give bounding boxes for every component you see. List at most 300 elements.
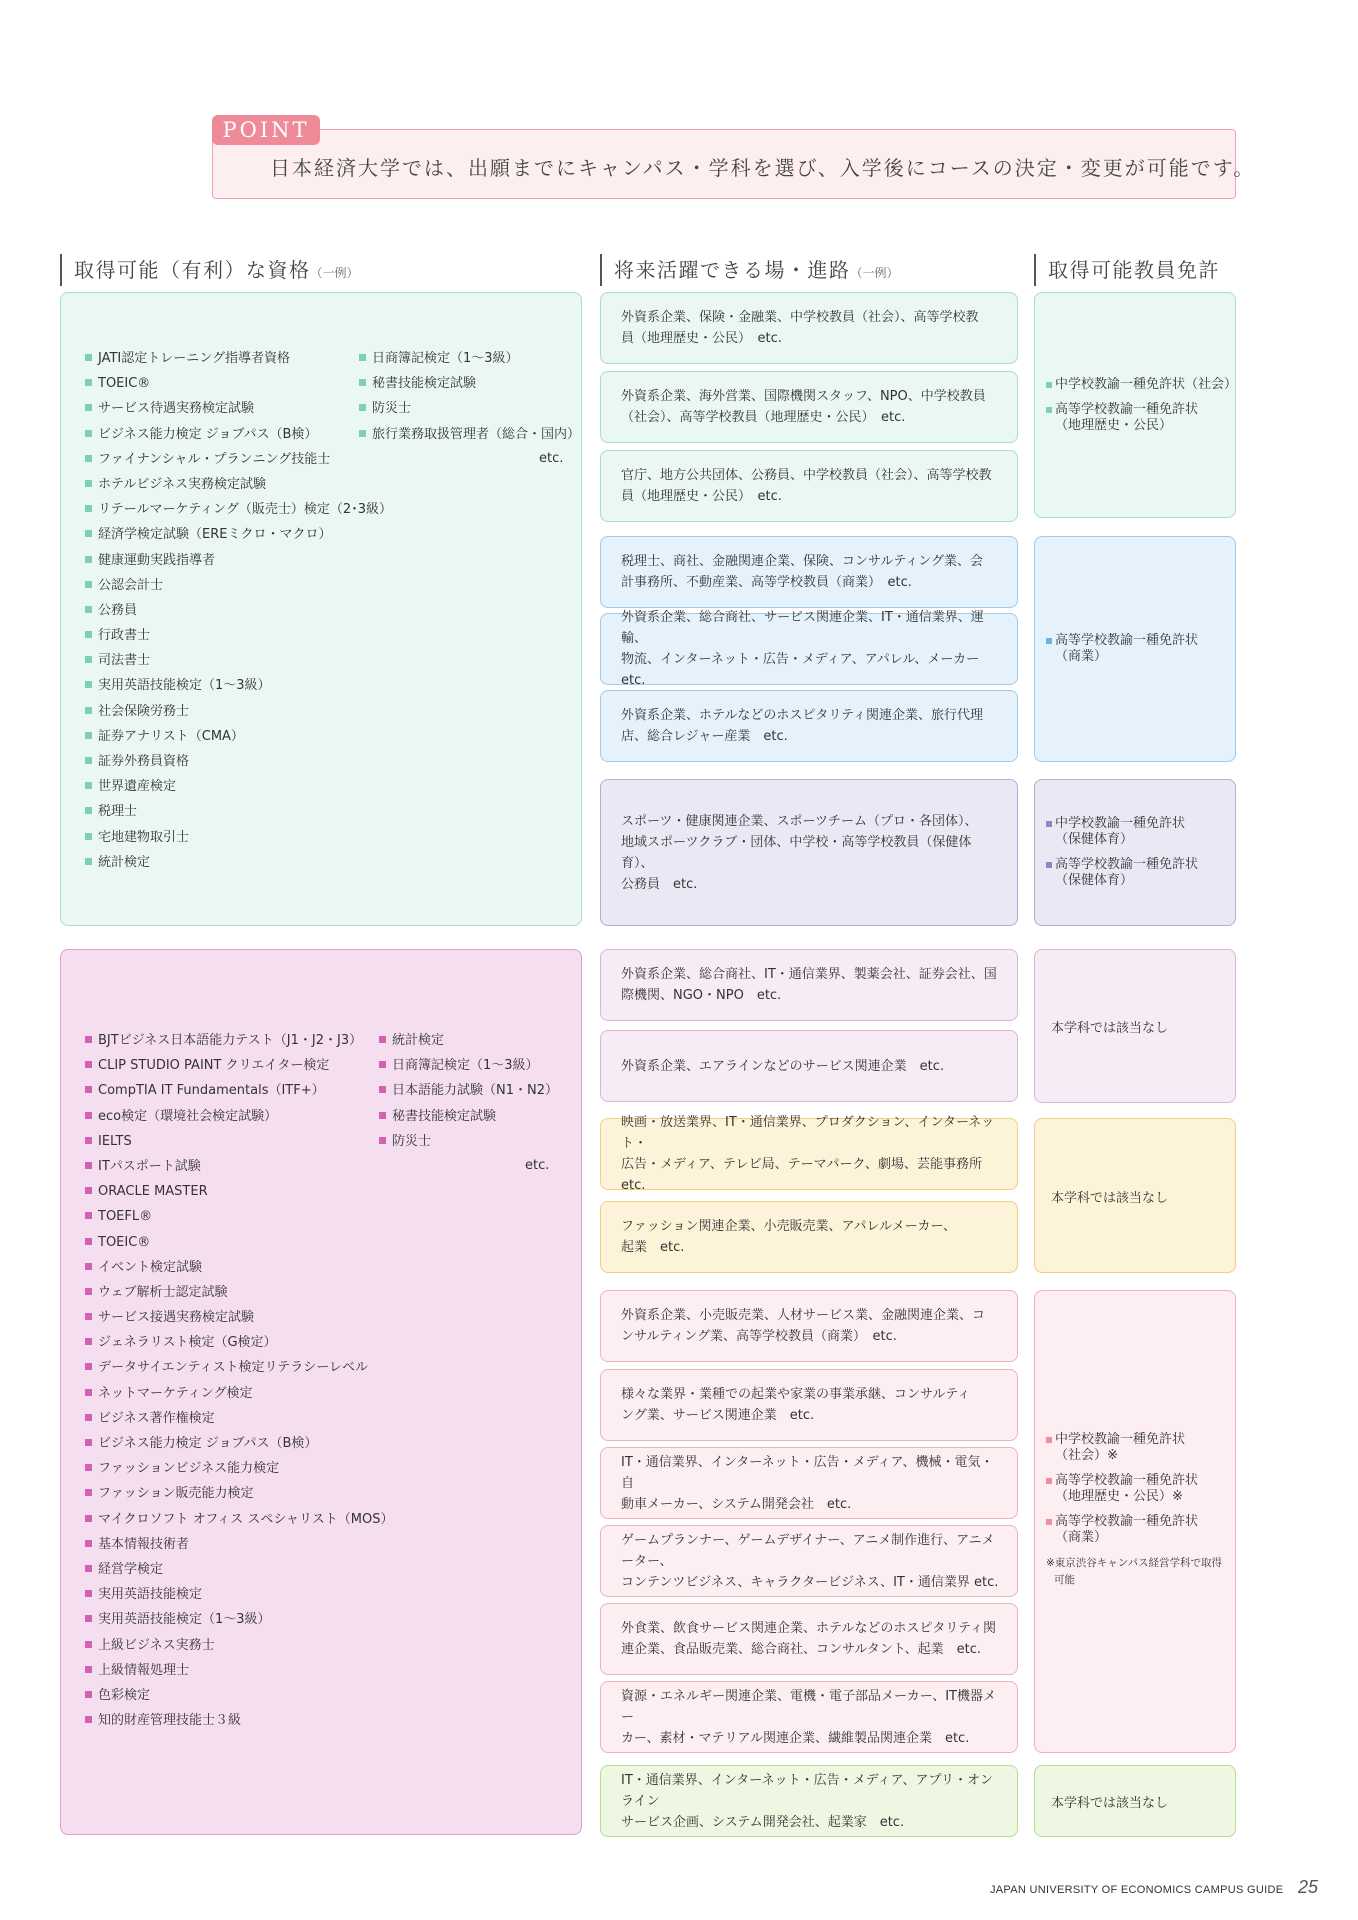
qualification-text: 公務員 [98, 602, 138, 618]
license-line: 高等学校教諭一種免許状 [1055, 1473, 1199, 1488]
pink-square-icon [379, 1061, 386, 1068]
qualification-item [85, 1230, 394, 1255]
mint-square-icon [85, 354, 92, 361]
qualification-item [359, 396, 580, 421]
license-item [1046, 1514, 1232, 1546]
pink-square-icon [85, 1363, 92, 1370]
qualification-item [85, 1532, 394, 1557]
qualification-item [85, 749, 392, 774]
heading-qualifications-sub: （一例） [310, 266, 359, 280]
career-text [621, 1112, 1001, 1196]
career-text [621, 465, 992, 507]
license-box [1034, 779, 1236, 926]
career-box [600, 690, 1018, 762]
pink-square-icon [85, 1313, 92, 1320]
license-text [1055, 816, 1185, 848]
pink-square-icon [85, 1238, 92, 1245]
qualifications-list-2b [379, 1028, 558, 1154]
mint-square-icon [85, 833, 92, 840]
qualification-text: 統計検定 [98, 854, 151, 870]
qualification-item [85, 1456, 394, 1481]
qualifications-list-2a [85, 1028, 394, 1733]
pink-square-icon [379, 1086, 386, 1093]
qualification-text: ファイナンシャル・プランニング技能士 [98, 451, 331, 467]
career-box [600, 949, 1018, 1021]
license-item [1046, 1432, 1232, 1464]
qualification-text: ビジネス能力検定 ジョブパス（B検） [98, 426, 318, 442]
license-line: 中学校教諭一種免許状（社会） [1055, 377, 1238, 392]
mint-square-icon [85, 379, 92, 386]
qualification-item [85, 1129, 394, 1154]
career-line: 資源・エネルギー関連企業、電機・電子部品メーカー、IT機器メー [621, 1688, 996, 1725]
qualification-text: ジェネラリスト検定（G検定） [98, 1335, 277, 1351]
rose-square-icon [1046, 1478, 1052, 1484]
mint-square-icon [85, 656, 92, 663]
footer-guide-text: JAPAN UNIVERSITY OF ECONOMICS CAMPUS GUIDE [990, 1884, 1284, 1896]
career-line: 外資系企業、総合商社、IT・通信業界、製薬会社、証券会社、国 [621, 967, 997, 982]
license-line: （社会）※ [1055, 1448, 1118, 1463]
qualification-item [85, 799, 392, 824]
qualification-item [85, 1204, 394, 1229]
mint-square-icon [85, 757, 92, 764]
career-line: 広告・メディア、テレビ局、テーマパーク、劇場、芸能事務所 etc. [621, 1157, 996, 1193]
qualification-text: 防災士 [372, 401, 412, 417]
qualification-item [85, 1708, 394, 1733]
qualification-item [85, 346, 392, 371]
pink-square-icon [379, 1137, 386, 1144]
pink-square-icon [85, 1615, 92, 1622]
career-line: IT・通信業界、インターネット・広告・メディア、アプリ・オンライン [621, 1772, 994, 1809]
qualification-item [85, 1481, 394, 1506]
license-box [1034, 1290, 1236, 1753]
license-line: 中学校教諭一種免許状 [1055, 1432, 1186, 1447]
career-box [600, 292, 1018, 364]
qualification-item [85, 1280, 394, 1305]
career-text [621, 964, 997, 1006]
career-box [600, 450, 1018, 522]
license-text [1055, 1514, 1198, 1546]
mint-square-icon [85, 631, 92, 638]
qualifications-list-1a [85, 346, 392, 875]
career-line: 外資系企業、小売販売業、人材サービス業、金融関連企業、コ [621, 1308, 986, 1323]
pink-square-icon [85, 1641, 92, 1648]
qualification-item [359, 371, 580, 396]
qualification-text: ホテルビジネス実務検定試験 [98, 476, 266, 492]
qualification-text: 行政書士 [98, 628, 151, 644]
qualification-text: 世界遺産検定 [98, 779, 177, 795]
pink-square-icon [85, 1288, 92, 1295]
career-line: ンサルティング業、高等学校教員（商業） etc. [621, 1329, 897, 1344]
qualification-item [85, 1078, 394, 1103]
mint-square-icon [85, 505, 92, 512]
qualification-text: ITパスポート試験 [98, 1158, 201, 1174]
qualification-item [85, 548, 392, 573]
career-line: IT・通信業界、インターネット・広告・メディア、機械・電気・自 [621, 1454, 994, 1491]
license-item [1046, 402, 1232, 434]
qualification-item [85, 1557, 394, 1582]
qualification-item [85, 1255, 394, 1280]
pink-square-icon [85, 1212, 92, 1219]
mint-square-icon [359, 379, 366, 386]
qualification-text: 秘書技能検定試験 [372, 376, 477, 392]
career-box [600, 1681, 1018, 1753]
qualification-item [85, 825, 392, 850]
pink-square-icon [379, 1112, 386, 1119]
license-none-text: 本学科では該当なし [1051, 1796, 1169, 1811]
career-text [621, 705, 983, 747]
qualification-text: 基本情報技術者 [98, 1536, 190, 1552]
pink-square-icon [85, 1389, 92, 1396]
mint-square-icon [85, 858, 92, 865]
career-line: 員（地理歴史・公民） etc. [621, 489, 782, 504]
mint-square-icon [85, 480, 92, 487]
qualification-text: 健康運動実践指導者 [98, 552, 216, 568]
career-text [621, 1686, 1001, 1749]
qualification-item [85, 1633, 394, 1658]
mint-square-icon [85, 782, 92, 789]
pink-square-icon [85, 1464, 92, 1471]
career-line: 公務員 etc. [621, 876, 698, 892]
qualification-item [85, 1607, 394, 1632]
career-line: 地域スポーツクラブ・団体、中学校・高等学校教員（保健体育）、 [621, 834, 972, 871]
career-line: ファッション関連企業、小売販売業、アパレルメーカー、 [621, 1219, 956, 1234]
license-line: （保健体育） [1055, 873, 1134, 888]
license-line: （地理歴史・公民）※ [1055, 1489, 1183, 1504]
license-footnote: ※東京渋谷キャンパス経営学科で取得可能 [1046, 1557, 1223, 1586]
pink-square-icon [85, 1061, 92, 1068]
qualification-text: 実用英語技能検定（1〜3級） [98, 1612, 271, 1628]
career-line: 外食業、飲食サービス関連企業、ホテルなどのホスピタリティ関 [621, 1621, 997, 1636]
sky-square-icon [1046, 638, 1052, 644]
career-text [621, 386, 986, 428]
mint-square-icon [359, 404, 366, 411]
career-text [621, 1618, 996, 1660]
pink-square-icon [85, 1187, 92, 1194]
qualification-text: ビジネス著作権検定 [98, 1410, 215, 1426]
qualification-item [85, 1683, 394, 1708]
license-list [1046, 377, 1238, 443]
career-line: 際機関、NGO・NPO etc. [621, 988, 782, 1003]
heading-careers-sub: （一例） [850, 266, 899, 280]
qualification-item [85, 497, 392, 522]
qualification-item [379, 1053, 558, 1078]
career-box [600, 536, 1018, 608]
qualification-item [85, 699, 392, 724]
qualification-text: 公認会計士 [98, 577, 164, 593]
career-line: 外資系企業、保険・金融業、中学校教員（社会）、高等学校教 [621, 310, 979, 325]
qualification-text: eco検定（環境社会検定試験） [98, 1108, 278, 1124]
license-box [1034, 1765, 1236, 1837]
career-line: 外資系企業、ホテルなどのホスピタリティ関連企業、旅行代理 [621, 708, 984, 723]
license-text [1055, 857, 1198, 889]
career-text [621, 811, 1001, 895]
license-line: （保健体育） [1055, 832, 1134, 847]
pink-square-icon [85, 1565, 92, 1572]
career-line: 映画・放送業界、IT・通信業界、プロダクション、インターネット・ [621, 1115, 995, 1151]
career-box [600, 1201, 1018, 1273]
heading-qualifications-main: 取得可能（有利）な資格 [74, 258, 311, 282]
license-line: （商業） [1055, 649, 1108, 664]
license-item [1046, 1473, 1232, 1505]
career-line: ゲームプランナー、ゲームデザイナー、アニメ制作進行、アニメーター、 [621, 1532, 995, 1569]
qualification-item [85, 1582, 394, 1607]
qualification-text: データサイエンティスト検定リテラシーレベル [98, 1360, 369, 1376]
career-line: ング業、サービス関連企業 etc. [621, 1408, 815, 1423]
qualification-text: 証券外務員資格 [98, 754, 190, 769]
qualification-text: マイクロソフト オフィス スペシャリスト（MOS） [98, 1511, 394, 1527]
license-none-text: 本学科では該当なし [1051, 1021, 1169, 1036]
career-text [621, 307, 979, 349]
career-text [621, 607, 1001, 691]
career-line: 外資系企業、海外営業、国際機関スタッフ、NPO、中学校教員 [621, 389, 986, 404]
qualification-text: 税理士 [98, 804, 138, 820]
career-line: カー、素材・マテリアル関連企業、繊維製品関連企業 etc. [621, 1730, 970, 1746]
pink-square-icon [85, 1439, 92, 1446]
qualification-text: 上級情報処理士 [98, 1662, 190, 1678]
pink-square-icon [85, 1540, 92, 1547]
qualification-text: 色彩検定 [98, 1687, 151, 1703]
qualification-text: 日商簿記検定（1〜3級） [372, 351, 519, 366]
mint-square-icon [1046, 407, 1052, 413]
career-box [600, 1765, 1018, 1837]
rose-square-icon [1046, 1437, 1052, 1443]
mint-square-icon [85, 732, 92, 739]
career-text [621, 1530, 1001, 1593]
license-box [1034, 1118, 1236, 1273]
qualification-item [85, 447, 392, 472]
qualification-text: ネットマーケティング検定 [98, 1385, 253, 1401]
point-tag: POINT [212, 115, 320, 145]
mint-square-icon [85, 430, 92, 437]
career-line: コンテンツビジネス、キャラクタービジネス、IT・通信業界 etc. [621, 1574, 999, 1590]
qualification-item [359, 346, 580, 371]
license-box [1034, 292, 1236, 518]
page-number: 25 [1298, 1877, 1319, 1897]
qualification-text: ビジネス能力検定 ジョブパス（B検） [98, 1436, 318, 1451]
career-line: 起業 etc. [621, 1240, 685, 1255]
career-box [600, 610, 1018, 688]
qualification-text: 上級ビジネス実務士 [98, 1637, 215, 1653]
pink-square-icon [85, 1112, 92, 1119]
license-line: 中学校教諭一種免許状 [1055, 816, 1186, 831]
license-list [1046, 816, 1232, 898]
qualification-text: 宅地建物取引士 [98, 829, 190, 845]
career-box [600, 1447, 1018, 1519]
license-text [1055, 377, 1238, 393]
qualification-text: ORACLE MASTER [98, 1184, 208, 1200]
qualification-item [85, 1658, 394, 1683]
heading-licenses: 取得可能教員免許 [1034, 254, 1220, 286]
pink-square-icon [85, 1036, 92, 1043]
qualification-item [85, 371, 392, 396]
qualification-text: TOEFL® [98, 1209, 153, 1225]
lavender-square-icon [1046, 862, 1052, 868]
license-item [1046, 377, 1238, 393]
license-box [1034, 949, 1236, 1103]
pink-square-icon [85, 1137, 92, 1144]
qualification-item [85, 623, 392, 648]
pink-square-icon [85, 1489, 92, 1496]
qualification-item [359, 422, 580, 447]
license-text [1055, 633, 1198, 665]
pink-square-icon [85, 1338, 92, 1345]
qualification-item [85, 1179, 394, 1204]
mint-square-icon [85, 455, 92, 462]
qualification-text: IELTS [98, 1133, 132, 1149]
qualification-item [85, 850, 392, 875]
qualification-text: サービス接遇実務検定試験 [98, 1310, 255, 1326]
career-text [621, 1216, 956, 1258]
license-line: （地理歴史・公民） [1055, 418, 1173, 433]
qualification-item [85, 422, 392, 447]
qualification-text: 旅行業務取扱管理者（総合・国内） [372, 426, 581, 442]
mint-square-icon [85, 681, 92, 688]
qualification-item [85, 1154, 394, 1179]
career-line: 計事務所、不動産業、高等学校教員（商業） etc. [621, 575, 912, 590]
qualification-item [85, 673, 392, 698]
qualification-text: ファッションビジネス能力検定 [98, 1461, 280, 1477]
career-text [621, 1770, 1001, 1833]
mint-square-icon [85, 556, 92, 563]
mint-square-icon [85, 581, 92, 588]
pink-square-icon [85, 1414, 92, 1421]
qualification-item [85, 774, 392, 799]
career-box [600, 1030, 1018, 1102]
pink-square-icon [85, 1716, 92, 1723]
career-line: 官庁、地方公共団体、公務員、中学校教員（社会）、高等学校教 [621, 468, 992, 483]
license-item [1046, 857, 1232, 889]
qualification-text: CompTIA IT Fundamentals（ITF+） [98, 1083, 325, 1099]
career-line: 店、総合レジャー産業 etc. [621, 729, 788, 744]
qualifications-etc: etc. [539, 451, 564, 466]
qualification-text: 経済学検定試験（EREミクロ・マクロ） [98, 527, 332, 543]
qualification-text: 実用英語技能検定 [98, 1587, 203, 1603]
qualification-item [85, 1381, 394, 1406]
license-item [1046, 816, 1232, 848]
rose-square-icon [1046, 1519, 1052, 1525]
mint-square-icon [359, 430, 366, 437]
qualification-item [379, 1078, 558, 1103]
license-line: 高等学校教諭一種免許状 [1055, 402, 1199, 417]
qualification-text: BJTビジネス日本語能力テスト（J1・J2・J3） [98, 1033, 363, 1048]
career-box [600, 1525, 1018, 1597]
license-box [1034, 536, 1236, 762]
qualification-text: 知的財産管理技能士３級 [98, 1713, 242, 1729]
qualification-item [85, 724, 392, 749]
career-box [600, 1603, 1018, 1675]
license-text [1055, 402, 1198, 434]
career-box [600, 1369, 1018, 1441]
license-list [1046, 1432, 1232, 1589]
mint-square-icon [1046, 382, 1052, 388]
qualification-text: 日商簿記検定（1〜3級） [392, 1058, 539, 1074]
career-text [621, 1452, 1001, 1515]
pink-square-icon [85, 1666, 92, 1673]
career-box [600, 371, 1018, 443]
point-text: 日本経済大学では、出願までにキャンパス・学科を選び、入学後にコースの決定・変更が可能です。 [270, 156, 1256, 180]
qualifications-box-2 [60, 949, 582, 1835]
qualification-text: 防災士 [392, 1133, 432, 1149]
license-text [1055, 1432, 1185, 1464]
career-line: サービス企画、システム開発会社、起業家 etc. [621, 1814, 905, 1830]
pink-square-icon [85, 1162, 92, 1169]
qualifications-etc: etc. [525, 1158, 550, 1173]
career-line: 様々な業界・業種での起業や家業の事業承継、コンサルティ [621, 1387, 971, 1402]
pink-square-icon [85, 1086, 92, 1093]
qualification-item [379, 1129, 558, 1154]
license-line: 高等学校教諭一種免許状 [1055, 633, 1199, 648]
license-text [1055, 1473, 1198, 1505]
qualifications-list-1b [359, 346, 580, 447]
mint-square-icon [85, 707, 92, 714]
qualification-text: ファッション販売能力検定 [98, 1486, 254, 1502]
qualification-item [85, 1028, 394, 1053]
career-box [600, 1290, 1018, 1362]
mint-square-icon [85, 404, 92, 411]
qualification-item [85, 1330, 394, 1355]
qualification-item [85, 1431, 394, 1456]
qualification-item [85, 472, 392, 497]
heading-careers [600, 254, 899, 286]
career-box [600, 779, 1018, 926]
mint-square-icon [85, 530, 92, 537]
mint-square-icon [359, 354, 366, 361]
qualification-text: TOEIC® [98, 376, 151, 392]
qualification-item [85, 1355, 394, 1380]
qualification-text: 統計検定 [392, 1033, 445, 1048]
qualification-item [85, 1104, 394, 1129]
pink-square-icon [379, 1036, 386, 1043]
qualification-item [85, 598, 392, 623]
license-list [1046, 633, 1232, 674]
qualification-text: 日本語能力試験（N1・N2） [392, 1083, 558, 1099]
license-none-text: 本学科では該当なし [1051, 1191, 1169, 1206]
pink-square-icon [85, 1691, 92, 1698]
qualification-text: イベント検定試験 [98, 1259, 203, 1275]
career-text [621, 1056, 944, 1077]
heading-qualifications [60, 254, 359, 286]
mint-square-icon [85, 807, 92, 814]
license-item [1046, 633, 1232, 665]
license-line: 高等学校教諭一種免許状 [1055, 1514, 1199, 1529]
qualification-text: CLIP STUDIO PAINT クリエイター検定 [98, 1058, 330, 1074]
mint-square-icon [85, 606, 92, 613]
license-line: （商業） [1055, 1530, 1108, 1545]
heading-careers-main: 将来活躍できる場・進路 [614, 258, 851, 282]
qualification-text: 証券アナリスト（CMA） [98, 728, 244, 744]
qualifications-box-1 [60, 292, 582, 926]
qualification-item [85, 573, 392, 598]
qualification-item [85, 1053, 394, 1078]
qualification-item [85, 522, 392, 547]
qualification-text: JATI認定トレーニング指導者資格 [98, 351, 291, 366]
career-line: （社会）、高等学校教員（地理歴史・公民） etc. [621, 410, 906, 425]
career-text [621, 1384, 970, 1426]
qualification-item [379, 1028, 558, 1053]
qualification-item [85, 1406, 394, 1431]
career-text [621, 1305, 985, 1347]
career-line: 外資系企業、エアラインなどのサービス関連企業 etc. [621, 1058, 944, 1074]
qualification-text: リテールマーケティング（販売士）検定（2･3級） [98, 502, 392, 518]
license-line: 高等学校教諭一種免許状 [1055, 857, 1199, 872]
qualification-text: 社会保険労務士 [98, 703, 190, 719]
qualification-text: 司法書士 [98, 653, 151, 669]
qualification-item [85, 1507, 394, 1532]
career-line: 動車メーカー、システム開発会社 etc. [621, 1496, 852, 1512]
pink-square-icon [85, 1263, 92, 1270]
qualification-item [379, 1104, 558, 1129]
qualification-item [85, 396, 392, 421]
